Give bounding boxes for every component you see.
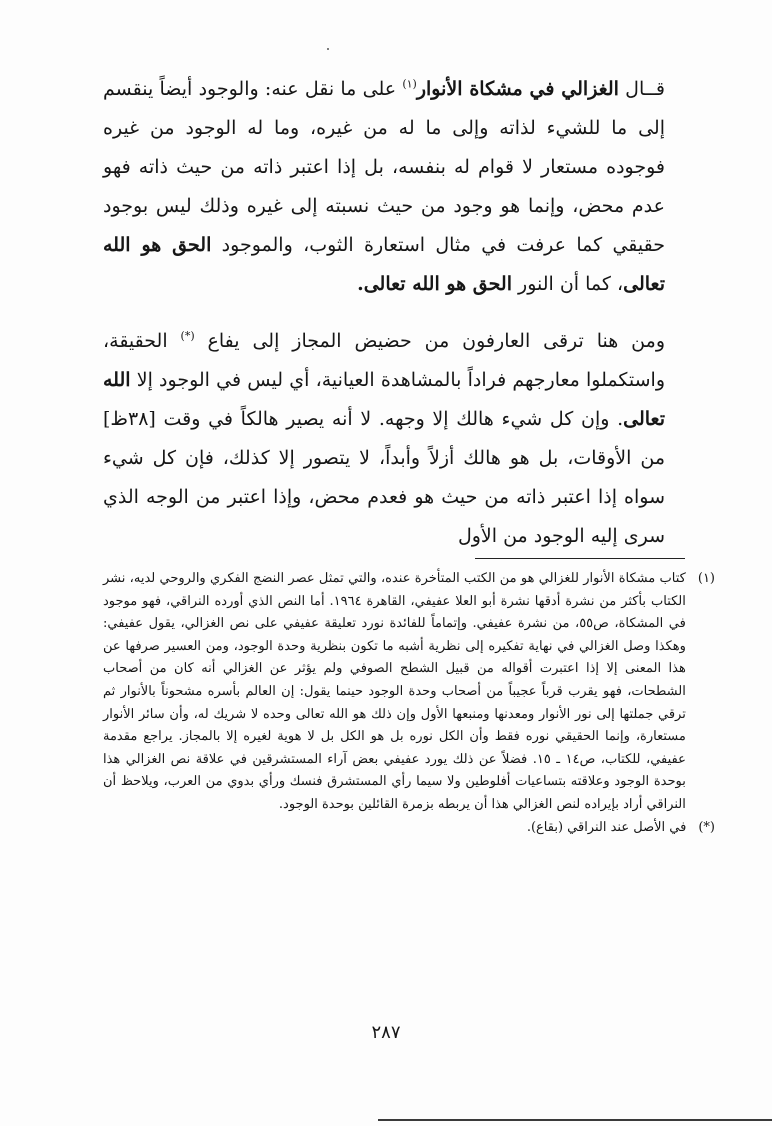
footnote-ref-star: (*) [180,329,195,343]
paragraph-2 [103,322,665,556]
footnote-2-marker: (*) [698,819,715,835]
p1-bold-3: الحق هو الله تعالى. [357,273,512,295]
p2-text-1: ومن هنا ترقى العارفون من حضيض المجاز إلى يفاع [194,330,665,352]
footnote-1 [103,568,715,817]
footnote-2-text: في الأصل عند النراقي (بقاع). [526,819,687,835]
paragraph-1 [103,70,665,304]
p2-text-3: . وإن كل شيء هالك إلا وجهه. لا أنه يصير هالكاً في وقت [٣٨ظ] من الأوقات، بل هو هالك أزلاً وأبداً، لا يتصور إلا كذلك، فإن كل شيء سواه إذا اعتبر ذاته من حيث هو فعدم محض، وإذا اعتبر من الوجه الذي سرى إليه الوجود من الأول [103,408,665,547]
p1-text-1: على ما نقل عنه: والوجود أيضاً ينقسم إلى ما للشيء لذاته وإلى ما له من غيره، وما له الوجود من غيره فوجوده مستعار لا قوام له بنفسه، بل إذا اعتبر ذاته من حيث ذاته فهو عدم محض، وإنما هو وجود من حيث نسبته إلى غيره وذلك ليس بوجود حقيقي كما عرفت في مثال استعارة الثوب، والموجود [103,78,665,256]
p1-prefix: قــال [618,78,665,100]
footnote-ref-1: (١) [402,77,417,91]
footnote-1-marker: (١) [697,571,715,586]
p2-text-2: الحقيقة، واستكملوا معارجهم فراداً بالمشاهدة العيانية، أي ليس في الوجود إلا [103,330,665,391]
footnote-2 [103,817,715,840]
main-text [103,70,665,556]
p1-bold-source: الغزالي في مشكاة الأنوار [416,78,619,100]
footnote-separator [475,558,685,559]
p2-bold-1: الله تعالى [103,369,665,430]
p1-bold-2: الحق هو الله تعالى [103,234,665,295]
scan-edge-line [378,1119,772,1121]
p1-text-2: ، كما أن النور [511,273,624,295]
footnote-1-text: كتاب مشكاة الأنوار للغزالي هو من الكتب المتأخرة عنده، والتي تمثل عصر النضج الفكري والروحي لديه، نشر الكتاب بأكثر من نشرة أدقها نشرة أبو العلا عفيفي، القاهرة ١٩٦٤. أما النص الذي أورده النراقي، فهو موجود في المشكاة، ص٥٥، من نشرة عفيفي. وإتماماً للفائدة نورد تعليقة عفيفي على نص الغزالي، يقول عفيفي: وهكذا وصل الغزالي في نهاية تفكيره إلى نظرية أشبه ما تكون بنظرية وحدة الوجود، ومن العسير صرفها عن هذا المعنى إلا إذا اعتبرت أقواله من قبيل الشطح الصوفي ولم يؤثر عن الغزالي أنه كان من أصحاب الشطحات، فهو يقرب قرباً عجيباً من أصحاب وحدة الوجود حينما يقول: إن العالم بأسره مشحوناً بالأنوار ثم ترقي جملتها إلى نور الأنوار ومعدنها ومنبعها الأول وإن ذلك هو الله تعالى وحده لا شريك له، وأن سائر الأنوار مستعارة، وإنما الحقيقي نوره فقط وأن الكل نوره بل هو الكل بل لا هوية لغيره إلا بالمجاز. يراجع مقدمة عفيفي، للكتاب، ص١٤ ـ ١٥. فضلاً عن ذلك يورد عفيفي بعض آراء المستشرقين في علاقة نص الغزالي هذا بوحدة الوجود وعلاقته بتساعيات أفلوطين ولا سيما رأي المستشرق فنسك ورأي بدوي من العرب، ويلاحظ أن النراقي أراد بإيراده لنص الغزالي هذا أن يربطه بزمرة القائلين بوحدة الوجود. [103,571,686,812]
footnotes [103,568,715,839]
page-number: ٢٨٧ [371,1022,401,1043]
page-speck [327,48,329,50]
